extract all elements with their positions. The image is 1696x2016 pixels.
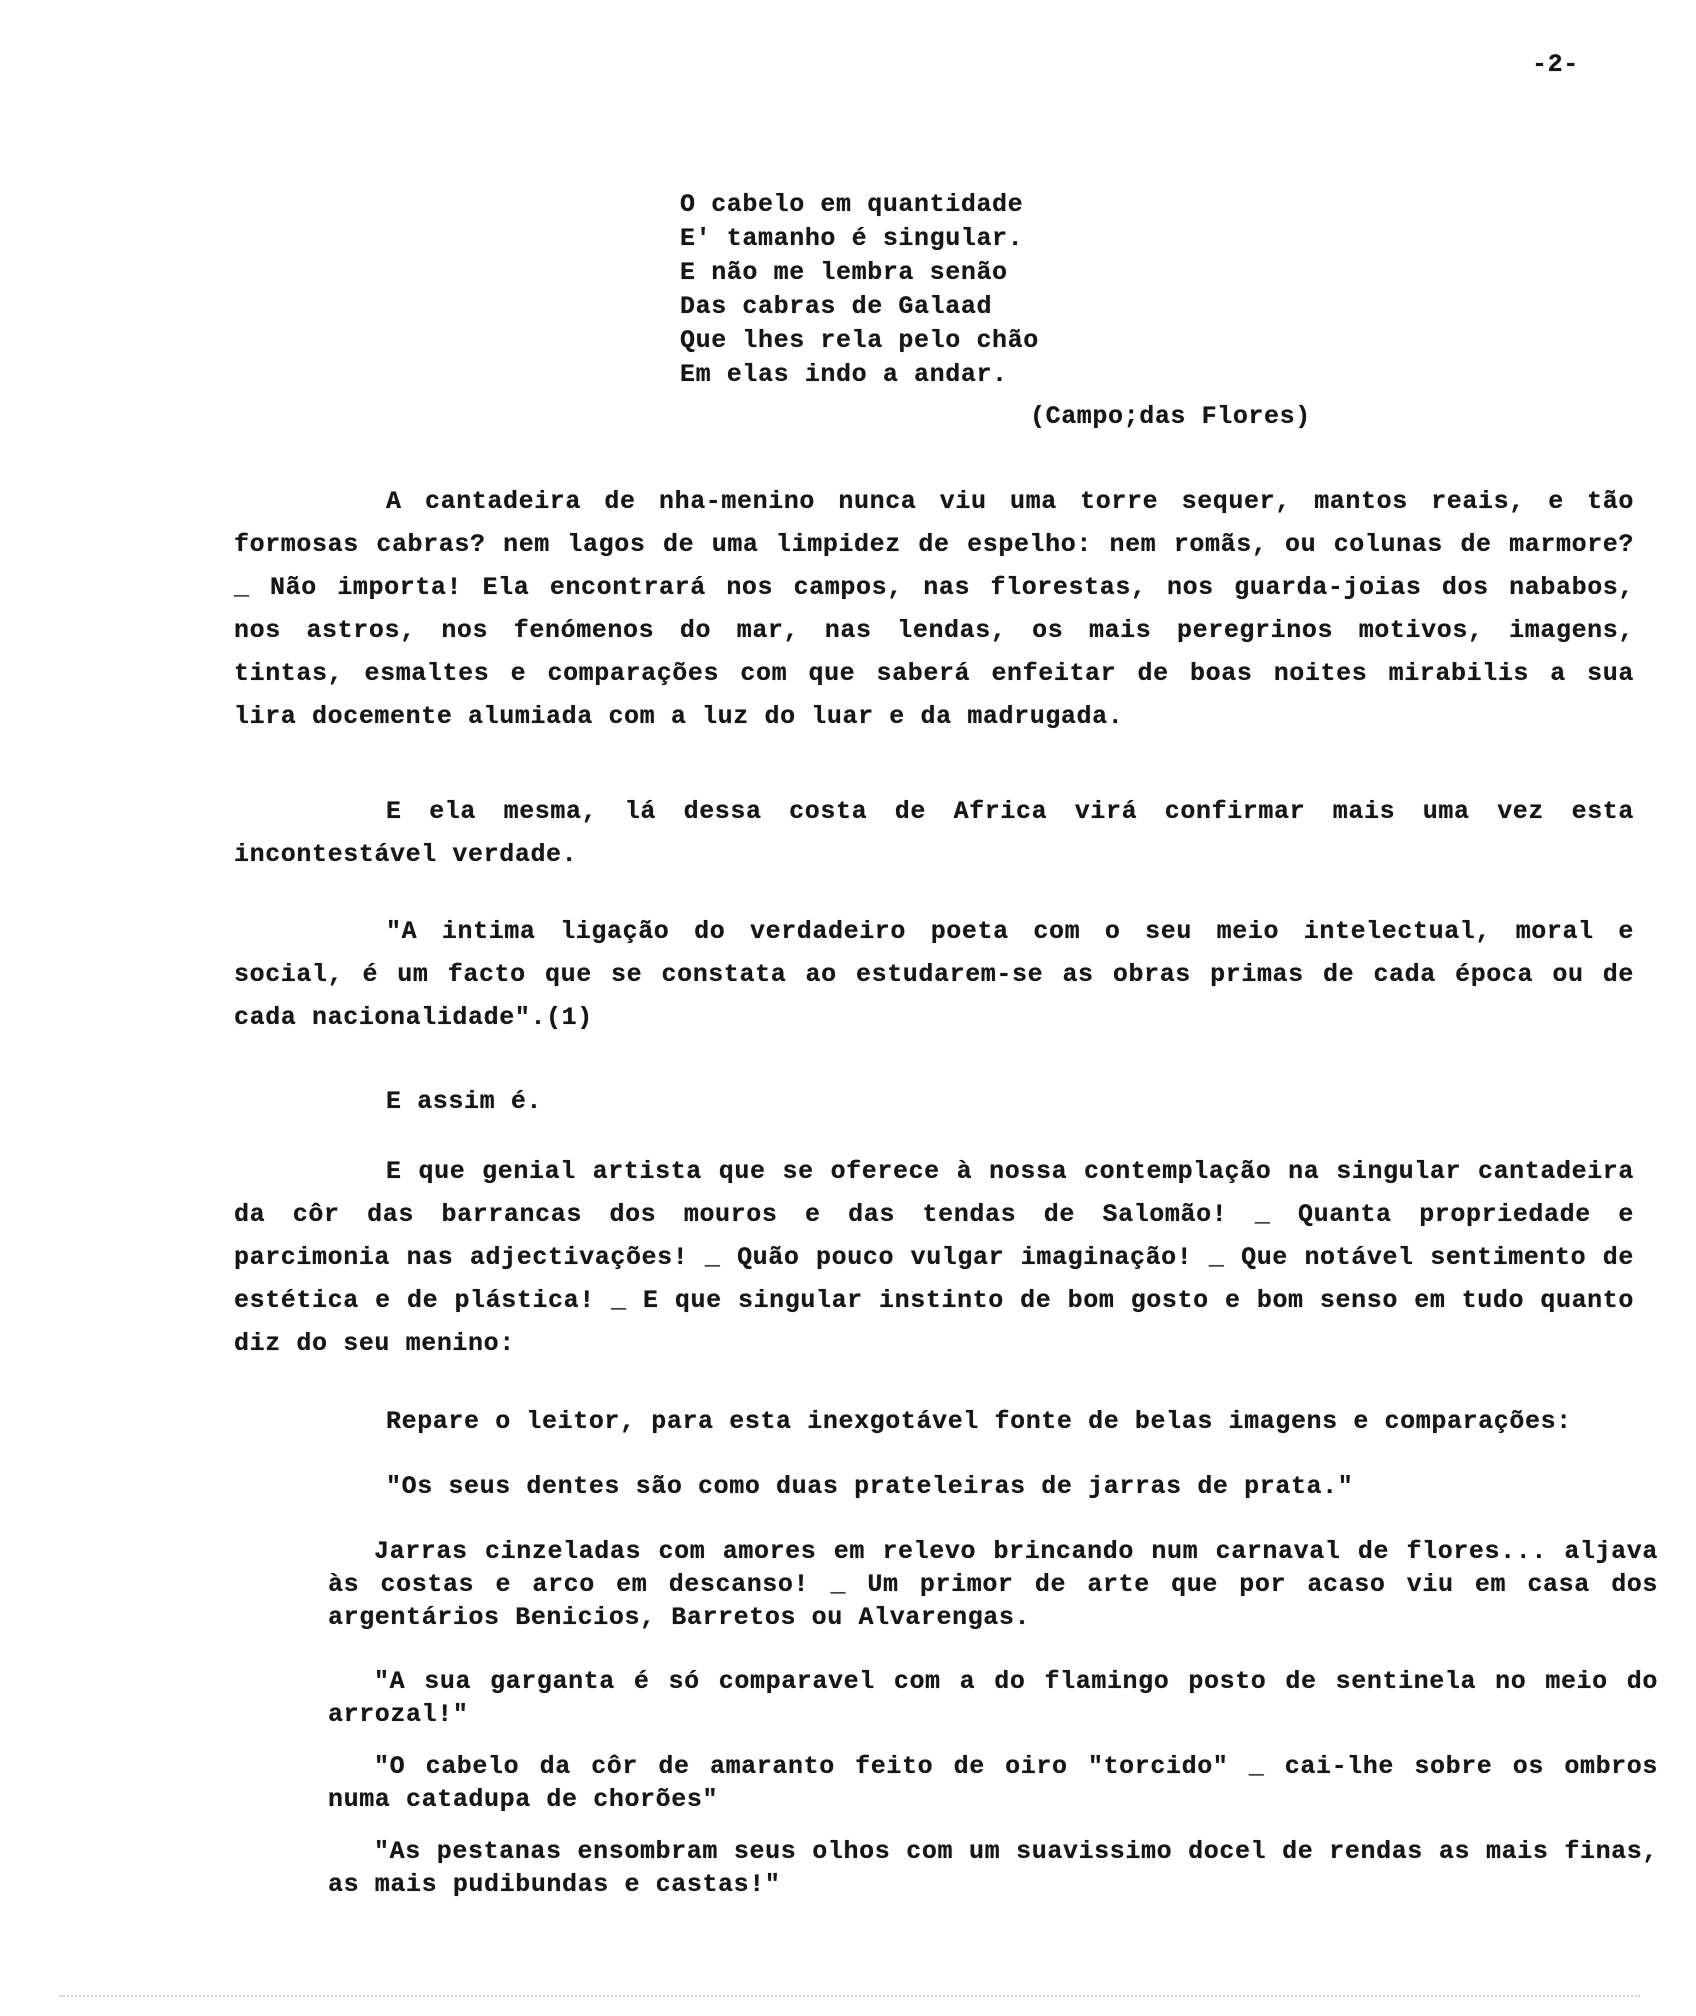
quote-garganta: "A sua garganta é só comparavel com a do flamingo posto de sentinela no meio do arrozal!" [328,1667,1658,1729]
scan-edge-divider [60,1995,1640,1997]
paragraph-genial-artista: E que genial artista que se oferece à nossa contemplação na singular cantadeira da côr das barrancas dos mouros e das tendas de Salomão! _ Quanta propriedade e parcimonia nas adjectivações! _ Quão pouco vulgar imaginação! _ Que notável sentimento de estética e de plástica! _ E que singular instinto de bom gosto e bom senso em tudo quanto diz do seu menino: [234,1157,1634,1358]
paragraph-quotation: "A intima ligação do verdadeiro poeta com o seu meio intelectual, moral e social, é um facto que se constata ao estudarem-se as obras primas de cada época ou de cada nacionalidade".(1) [234,917,1634,1032]
poem-line: Em elas indo a andar. [680,360,1008,389]
poem-line: E não me lembra senão [680,258,1008,287]
page-number: -2- [1532,50,1579,79]
quote-cabelo: "O cabelo da côr de amaranto feito de oiro "torcido" _ cai-lhe sobre os ombros numa catadupa de chorões" [328,1752,1658,1814]
poem-line: E' tamanho é singular. [680,224,1024,253]
poem-line: Das cabras de Galaad [680,292,993,321]
poem-verse [680,188,1380,392]
poem-source-citation: (Campo;das Flores) [1030,402,1311,431]
quote-pestanas: "As pestanas ensombram seus olhos com um suavissimo docel de rendas as mais finas, as mais pudibundas e castas!" [328,1837,1658,1899]
poem-line: O cabelo em quantidade [680,190,1024,219]
paragraph-dentes: "Os seus dentes são como duas prateleiras de jarras de prata." [386,1472,1354,1501]
paragraph-cantadeira: A cantadeira de nha-menino nunca viu uma torre sequer, mantos reais, e tão formosas cabras? nem lagos de uma limpidez de espelho: nem romãs, ou colunas de marmore? _ Não importa! Ela encontrará nos campos, nas florestas, nos guarda-joias dos nababos, nos astros, nos fenómenos do mar, nas lendas, os mais peregrinos motivos, imagens, tintas, esmaltes e comparações com que saberá enfeitar de boas noites mirabilis a sua lira docemente alumiada com a luz do luar e da madrugada. [234,487,1634,731]
paragraph-repare-leitor: Repare o leitor, para esta inexgotável fonte de belas imagens e comparações: [386,1407,1572,1436]
quote-jarras: Jarras cinzeladas com amores em relevo brincando num carnaval de flores... aljava às costas e arco em descanso! _ Um primor de arte que por acaso viu em casa dos argentários Benicios, Barretos ou Alvarengas. [328,1537,1658,1632]
poem-line: Que lhes rela pelo chão [680,326,1039,355]
paragraph-assim: E assim é. [386,1087,543,1116]
paragraph-costa-africa: E ela mesma, lá dessa costa de Africa virá confirmar mais uma vez esta incontestável verdade. [234,797,1634,869]
